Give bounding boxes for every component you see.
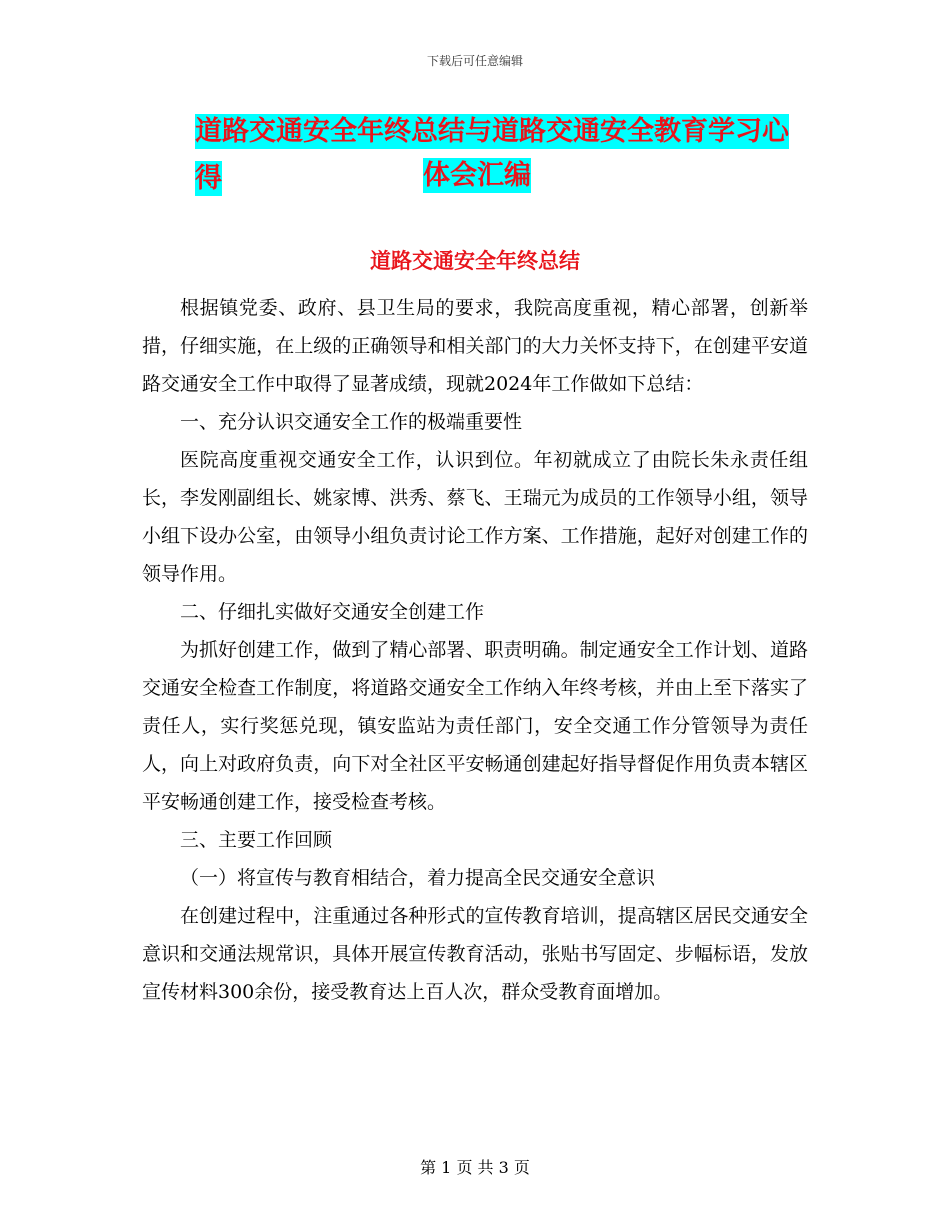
- document-body: [142, 289, 808, 1011]
- page-footer: 第 1 页 共 3 页: [420, 1158, 530, 1177]
- heading-1: 一、充分认识交通安全工作的极端重要性: [180, 411, 523, 433]
- paragraph-1: 医院高度重视交通安全工作，认识到位。年初就成立了由院长朱永责任组长，李发刚副组长、姚家博、洪秀、蔡飞、王瑞元为成员的工作领导小组，领导小组下设办公室，由领导小组负责讨论工作方案、工作措施，起好对创建工作的领导作用。: [142, 449, 808, 585]
- page-header: 下载后可任意编辑: [426, 54, 523, 68]
- paragraph-3: 在创建过程中，注重通过各种形式的宣传教育培训，提高辖区居民交通安全意识和交通法规常识，具体开展宣传教育活动，张贴书写固定、步幅标语，发放宣传材料300余份，接受教育达上百人次，群众受教育面增加。: [142, 905, 808, 1003]
- section-title: 道路交通安全年终总结: [370, 249, 580, 273]
- subheading-3-1: （一）将宣传与教育相结合，着力提高全民交通安全意识: [180, 867, 656, 889]
- title-highlight-1: 道路交通安全年终总结与道路交通安全教育学习心得: [195, 116, 789, 194]
- heading-2: 二、仔细扎实做好交通安全创建工作: [180, 601, 485, 623]
- document-title-line-2: [423, 152, 950, 199]
- paragraph-intro: 根据镇党委、政府、县卫生局的要求，我院高度重视，精心部署，创新举措，仔细实施，在上级的正确领导和相关部门的大力关怀支持下，在创建平安道路交通安全工作中取得了显著成绩，现就2024年工作做如下总结：: [142, 297, 808, 395]
- paragraph-2: 为抓好创建工作，做到了精心部署、职责明确。制定通安全工作计划、道路交通安全检查工作制度，将道路交通安全工作纳入年终考核，并由上至下落实了责任人，实行奖惩兑现，镇安监站为责任部门，安全交通工作分管领导为责任人，向上对政府负责，向下对全社区平安畅通创建起好指导督促作用负责本辖区平安畅通创建工作，接受检查考核。: [142, 639, 808, 813]
- title-highlight-2: 体会汇编: [423, 160, 531, 191]
- heading-3: 三、主要工作回顾: [180, 829, 333, 851]
